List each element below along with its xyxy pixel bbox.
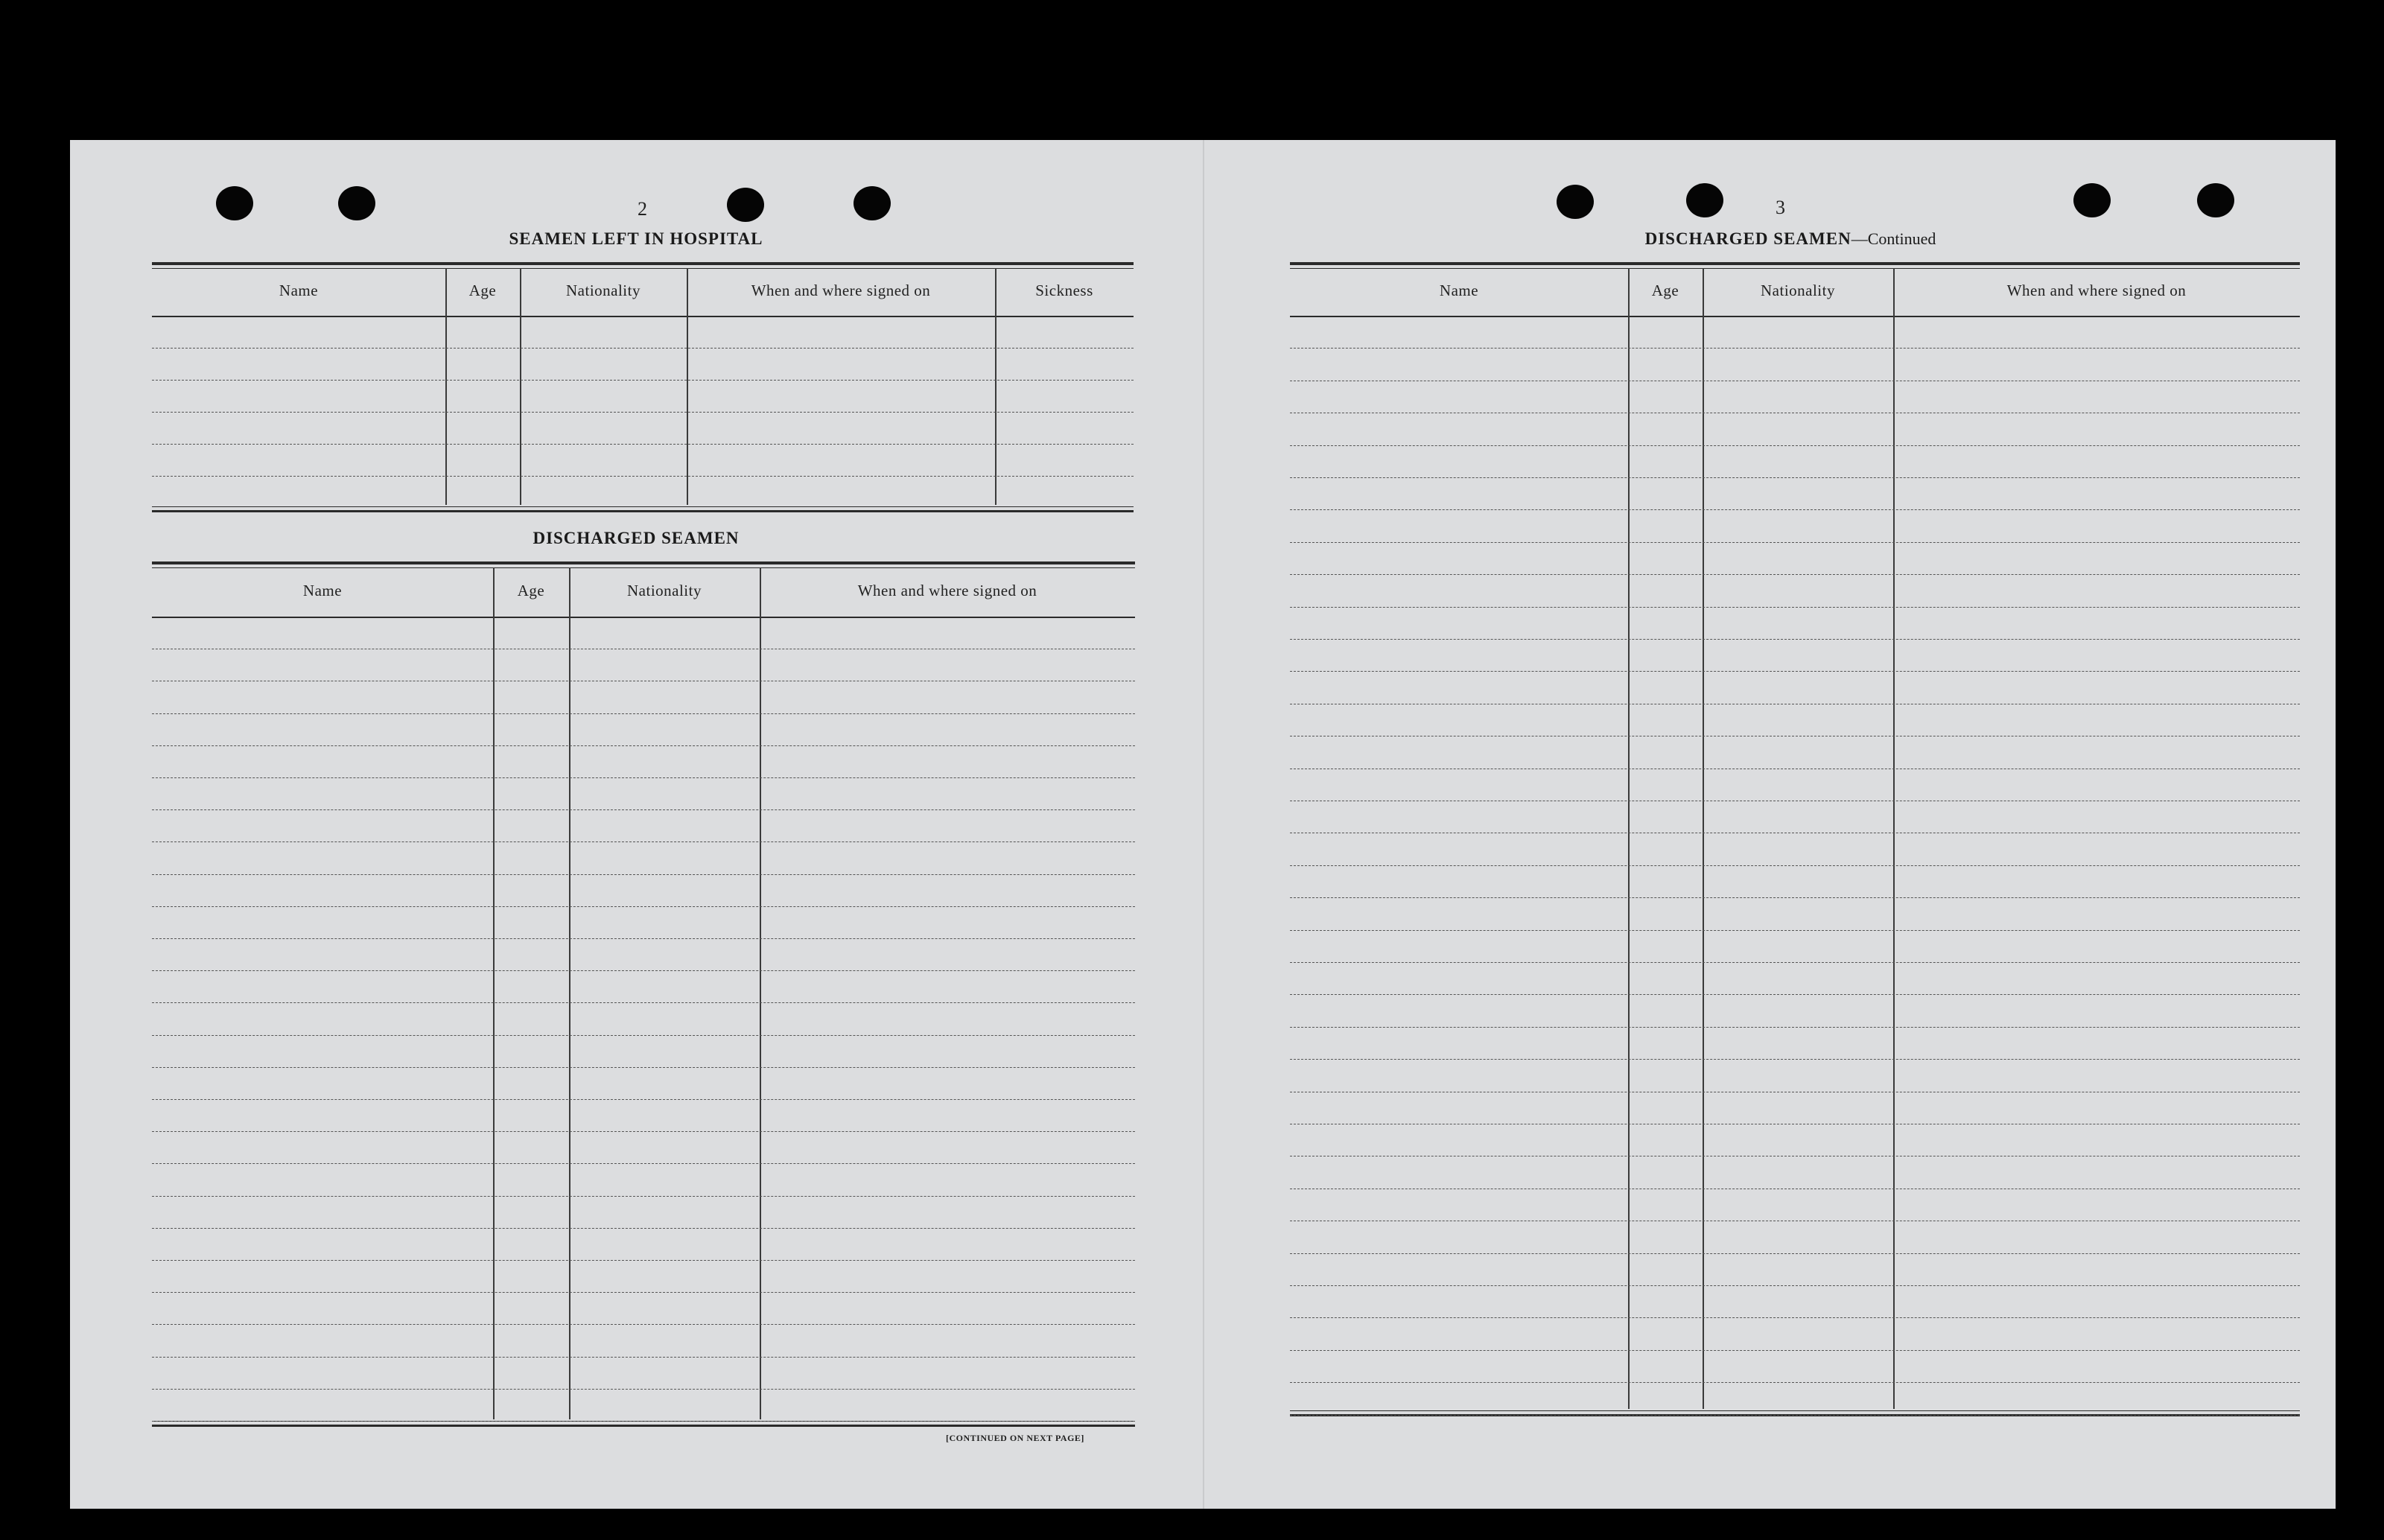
col-header-signed-on: When and where signed on: [2006, 281, 2187, 299]
table-row: [1290, 607, 2300, 608]
table-row: [152, 1067, 1135, 1068]
table-row: [1290, 1415, 2300, 1416]
table-row: [152, 1357, 1135, 1358]
table-row: [152, 970, 1135, 971]
column-divider: [1703, 268, 1704, 1409]
table-row: [1290, 865, 2300, 866]
table-row: [152, 1035, 1135, 1036]
punch-hole: [727, 188, 764, 222]
discharged-continued-table: [1290, 262, 2300, 1409]
table-row: [152, 1002, 1135, 1003]
table-row: [152, 1163, 1135, 1164]
continued-footnote: [CONTINUED ON NEXT PAGE]: [946, 1433, 1084, 1443]
column-divider: [1628, 268, 1630, 1409]
discharged-continued-title-text: DISCHARGED SEAMEN: [1644, 229, 1851, 248]
col-header-age: Age: [468, 281, 497, 299]
hospital-section-title: [152, 229, 1120, 249]
table-row: [1290, 930, 2300, 931]
table-row: [152, 1421, 1135, 1422]
table-row: [152, 1196, 1135, 1197]
table-row: [152, 380, 1134, 381]
page-number-left: 2: [638, 198, 647, 220]
col-header-nationality: Nationality: [566, 281, 640, 299]
table-row: [1290, 509, 2300, 510]
table-row: [152, 348, 1134, 349]
col-header-age: Age: [517, 581, 545, 599]
table-row: [1290, 1317, 2300, 1318]
table-row: [152, 777, 1135, 778]
table-row: [152, 1131, 1135, 1132]
table-bottom-rule: [1290, 1410, 2300, 1416]
discharged-table-header: [152, 564, 1135, 618]
table-row: [1290, 348, 2300, 349]
col-header-name: Name: [279, 281, 319, 299]
hospital-title-text: SEAMEN LEFT IN HOSPITAL: [509, 229, 763, 248]
col-header-age: Age: [1651, 281, 1679, 299]
discharged-continued-title: [1291, 229, 2289, 249]
punch-hole: [216, 186, 253, 220]
document-sheet: [70, 140, 2336, 1509]
table-row: [1290, 445, 2300, 446]
col-header-signed-on: When and where signed on: [751, 281, 931, 299]
table-row: [152, 444, 1134, 445]
table-bottom-rule: [152, 1421, 1135, 1427]
table-row: [1290, 574, 2300, 575]
col-header-name: Name: [302, 581, 343, 599]
continued-table-header: [1290, 265, 2300, 317]
table-row: [1290, 1059, 2300, 1060]
table-row: [1290, 639, 2300, 640]
table-row: [1290, 994, 2300, 995]
table-row: [1290, 962, 2300, 963]
page-number-right: 3: [1776, 197, 1785, 218]
table-row: [152, 1292, 1135, 1293]
column-divider: [445, 268, 447, 505]
punch-hole: [2073, 183, 2111, 217]
table-row: [152, 412, 1134, 413]
table-row: [1290, 1382, 2300, 1383]
punch-hole: [854, 186, 891, 220]
page-fold: [1203, 140, 1204, 1509]
table-row: [152, 1099, 1135, 1100]
table-row: [152, 938, 1135, 939]
col-header-name: Name: [1439, 281, 1479, 299]
punch-hole: [1557, 185, 1594, 219]
hospital-table: [152, 262, 1134, 505]
column-divider: [687, 268, 688, 505]
table-row: [152, 476, 1134, 477]
column-divider: [995, 268, 996, 505]
table-row: [152, 1228, 1135, 1229]
table-row: [152, 906, 1135, 907]
punch-hole: [338, 186, 375, 220]
punch-hole: [2197, 183, 2234, 217]
column-divider: [520, 268, 521, 505]
table-bottom-rule: [152, 506, 1134, 512]
hospital-table-header: [152, 265, 1134, 317]
table-row: [152, 874, 1135, 875]
table-row: [152, 713, 1135, 714]
table-row: [152, 841, 1135, 842]
table-row: [1290, 1285, 2300, 1286]
table-row: [152, 1260, 1135, 1261]
table-row: [1290, 542, 2300, 543]
col-header-signed-on: When and where signed on: [857, 581, 1037, 599]
col-header-sickness: Sickness: [1035, 281, 1093, 299]
continued-suffix: —Continued: [1851, 229, 1936, 248]
column-divider: [1893, 268, 1895, 1409]
table-row: [152, 1389, 1135, 1390]
discharged-title-text: DISCHARGED SEAMEN: [533, 529, 740, 547]
table-row: [1290, 1027, 2300, 1028]
discharged-section-title: [152, 529, 1120, 548]
table-row: [1290, 897, 2300, 898]
table-row: [1290, 477, 2300, 478]
table-row: [1290, 1253, 2300, 1254]
col-header-nationality: Nationality: [627, 581, 702, 599]
table-row: [1290, 671, 2300, 672]
discharged-table: [152, 561, 1135, 1419]
table-row: [1290, 1350, 2300, 1351]
table-row: [152, 809, 1135, 810]
table-row: [152, 745, 1135, 746]
table-row: [152, 1324, 1135, 1325]
col-header-nationality: Nationality: [1761, 281, 1835, 299]
punch-hole: [1686, 183, 1723, 217]
